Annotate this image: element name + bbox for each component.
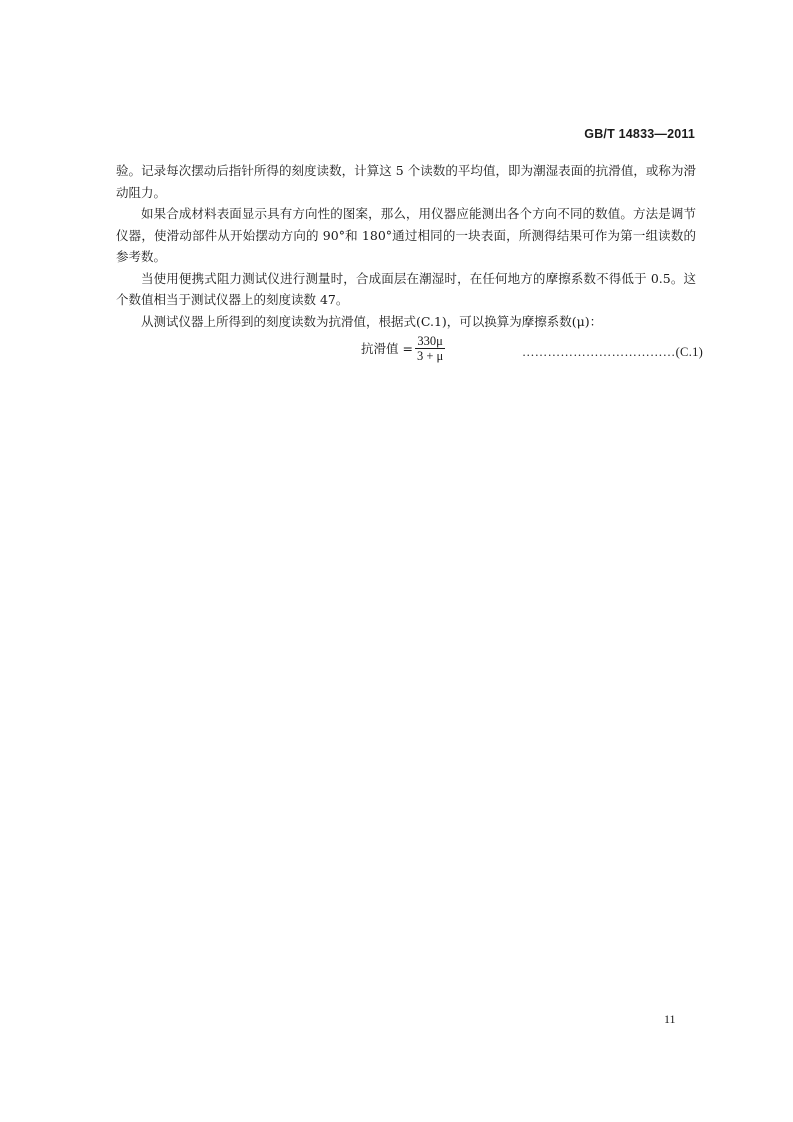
paragraph: 如果合成材料表面显示具有方向性的图案，那么，用仪器应能测出各个方向不同的数值。方法是调节仪器，使滑动部件从开始摆动方向的 90°和 180°通过相同的一块表面，所测得结果可作为第一组读数的参考数。	[116, 206, 696, 264]
paragraph: 从测试仪器上所得到的刻度读数为抗滑值，根据式(C.1)，可以换算为摩擦系数(μ)：	[141, 313, 603, 329]
page-number: 11	[664, 1012, 676, 1026]
formula-c1	[116, 334, 704, 368]
standard-code: GB/T 14833—2011	[584, 127, 695, 141]
paragraph: 验。记录每次摆动后指针所得的刻度读数，计算这 5 个读数的平均值，即为潮湿表面的抗滑值，或称为滑动阻力。	[116, 163, 696, 200]
formula-expression	[361, 334, 445, 364]
paragraph: 当使用便携式阻力测试仪进行测量时，合成面层在潮湿时，在任何地方的摩擦系数不得低于 0.5。这个数值相当于测试仪器上的刻度读数 47。	[116, 270, 696, 307]
formula-number: ………………………………(C.1)	[522, 345, 704, 359]
formula-numerator: 330μ	[417, 334, 443, 348]
formula-lhs: 抗滑值 =	[361, 341, 413, 357]
formula-denominator: 3 + μ	[416, 349, 444, 363]
formula-fraction	[415, 334, 445, 364]
document-body	[116, 160, 704, 368]
